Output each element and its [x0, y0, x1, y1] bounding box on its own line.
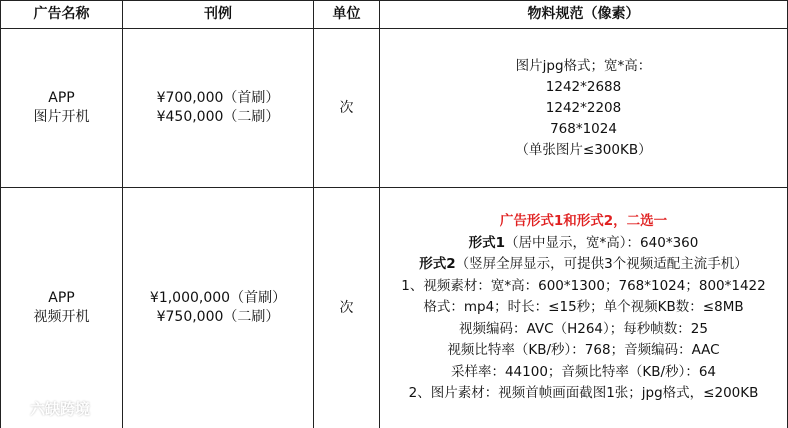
price-line: ¥1,000,000（首刷）: [123, 289, 313, 308]
spec-cell: [380, 29, 788, 188]
unit-cell: 次: [314, 29, 380, 188]
spec-line: 采样率：44100；音频比特率（KB/秒）：64: [380, 362, 787, 384]
form2-label: 形式2: [419, 256, 455, 272]
form1-line: [380, 233, 787, 255]
price-cell: [123, 29, 314, 188]
spec-line: 1、视频素材：宽*高：600*1300；768*1024；800*1422: [380, 276, 787, 298]
form1-text: （居中显示，宽*高）：640*360: [505, 235, 698, 251]
spec-highlight: 广告形式1和形式2，二选一: [380, 211, 787, 233]
ad-name-line: APP: [1, 89, 122, 108]
header-price: 刊例: [123, 1, 314, 29]
spec-line: 1242*2208: [380, 98, 787, 119]
header-spec: 物料规范（像素）: [380, 1, 788, 29]
unit-cell: 次: [314, 188, 380, 428]
spec-line: （单张图片≤300KB）: [380, 140, 787, 161]
ad-name-line: APP: [1, 289, 122, 308]
spec-line: 视频比特率（KB/秒）：768；音频编码：AAC: [380, 340, 787, 362]
price-line: ¥700,000（首刷）: [123, 89, 313, 108]
ad-name-line: 视频开机: [1, 308, 122, 327]
spec-line: 2、图片素材：视频首帧画面截图1张；jpg格式，≤200KB: [380, 383, 787, 405]
spec-line: 视频编码：AVC（H264）；每秒帧数：25: [380, 319, 787, 341]
table-row: [1, 188, 788, 428]
header-ad-name: 广告名称: [1, 1, 123, 29]
form1-label: 形式1: [469, 235, 505, 251]
table-row: [1, 29, 788, 188]
watermark-text: 六缺跨境: [30, 398, 90, 419]
price-line: ¥450,000（二刷）: [123, 108, 313, 127]
price-cell: [123, 188, 314, 428]
spec-line: 1242*2688: [380, 77, 787, 98]
ad-name-line: 图片开机: [1, 108, 122, 127]
spec-cell: [380, 188, 788, 428]
cloud-logo-icon: [4, 401, 26, 417]
form2-text: （竖屏全屏显示，可提供3个视频适配主流手机）: [456, 256, 748, 272]
table-header-row: [1, 1, 788, 29]
spec-line: 格式：mp4；时长：≤15秒；单个视频KB数：≤8MB: [380, 297, 787, 319]
spec-line: 图片jpg格式；宽*高：: [380, 56, 787, 77]
price-line: ¥750,000（二刷）: [123, 308, 313, 327]
header-unit: 单位: [314, 1, 380, 29]
ad-name-cell: [1, 29, 123, 188]
form2-line: [380, 254, 787, 276]
watermark: [4, 398, 90, 419]
spec-line: 768*1024: [380, 119, 787, 140]
ad-name-cell: [1, 188, 123, 428]
